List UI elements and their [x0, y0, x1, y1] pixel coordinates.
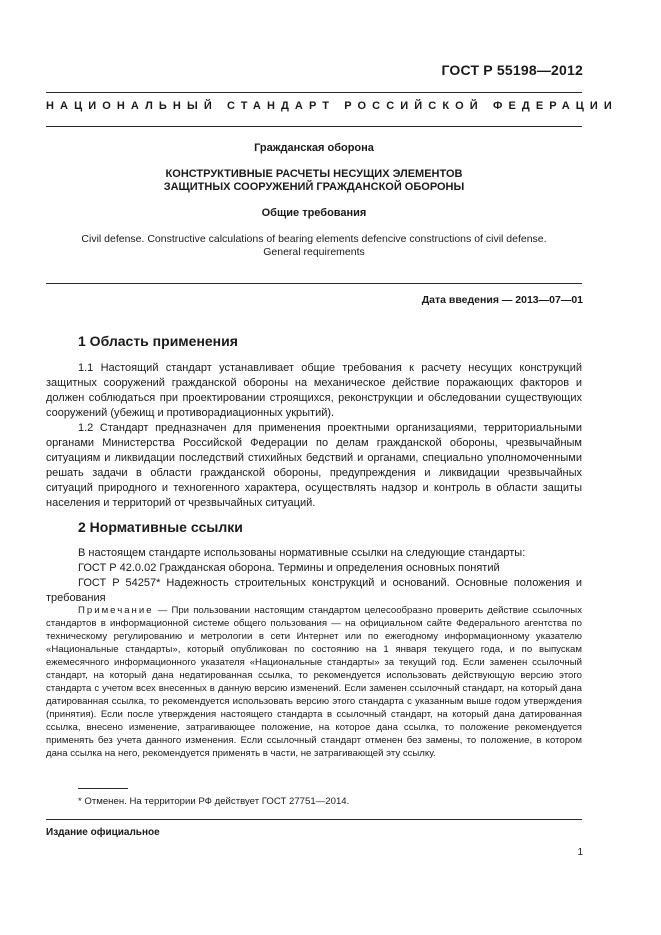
official-edition-label: Издание официальное — [46, 827, 160, 838]
note-body: — При пользовании настоящим стандартом целесообразно проверить действие ссылочных стандартов в информационной системе общего пользования — на официальном сайте Федерального агентства по техническому регулированию и метрологии в сети Интернет или по ежегодному информационному указателю «Национальные стандарты», который опубликован по состоянию на 1 января текущего года, и по выпускам ежемесячного информационного указателя «Национальные стандарты» за текущий год. Если заменен ссылочный стандарт, на который дана недатированная ссылка, то рекомендуется использовать действующую версию этого стандарта с учетом всех внесенных в данную версию изменений. Если заменен ссылочный стандарт, на который дана датированная ссылка, то рекомендуется использовать версию этого стандарта с указанным выше годом утверждения (принятия). Если после утверждения настоящего стандарта в ссылочный стандарт, на который дана датированная ссылка, внесено изменение, затрагивающее положение, на которое дана ссылка, то положение рекомендуется применять без учета данного изменения. Если ссылочный стандарт отменен без замены, то положение, в котором дана ссылка на него, рекомендуется применять в части, не затрагивающей эту ссылку. — [46, 605, 582, 759]
top-rule — [46, 92, 582, 93]
title-line-2: ЗАЩИТНЫХ СООРУЖЕНИЙ ГРАЖДАНСКОЙ ОБОРОНЫ — [163, 181, 465, 193]
section-1-paragraph-2: 1.2 Стандарт предназначен для применения проектными организациями, территориальными органами Министерства Российской Федерации по делам гражданской обороны, чрезвычайным ситуациям и ликвидации последствий стихийных бедствий и органами, специально уполномоченными решать задачи в области гражданской обороны, предупреждения и ликвидации чрезвычайных ситуаций природного и техногенного характера, осуществлять надзор и контроль в области защиты населения и территорий от чрезвычайных ситуаций. — [46, 422, 582, 509]
page-number: 1 — [577, 847, 583, 858]
footnote: * Отменен. На территории РФ действует ГОСТ 27751—2014. — [78, 796, 350, 807]
section-1-paragraph-1: 1.1 Настоящий стандарт устанавливает общие требования к расчету несущих конструкций защитных сооружений гражданской обороны на механическое действие поражающих факторов и должен соблюдаться при проектировании строящихся, реконструкции и обследовании существующих сооружений (убежищ и противорадиационных укрытий). — [46, 362, 582, 419]
section-2-heading: 2 Нормативные ссылки — [78, 519, 243, 535]
standard-category: Гражданская оборона — [254, 142, 374, 154]
national-standard-banner: НАЦИОНАЛЬНЫЙ СТАНДАРТ РОССИЙСКОЙ ФЕДЕРАЦИИ — [46, 100, 618, 112]
standard-title — [46, 168, 582, 194]
section-1-heading: 1 Область применения — [78, 333, 238, 349]
english-title — [46, 233, 582, 259]
section-2-note — [46, 604, 582, 760]
standard-number: ГОСТ Р 55198—2012 — [441, 62, 583, 78]
reference-2: ГОСТ Р 54257* Надежность строительных конструкций и оснований. Основные положения и требования — [46, 577, 582, 604]
footnote-rule — [78, 788, 128, 789]
english-title-line-1: Civil defense. Constructive calculations of bearing elements defencive constructions of civil defense. — [81, 233, 547, 245]
english-title-line-2: General requirements — [263, 246, 365, 258]
section-2-intro: В настоящем стандарте использованы нормативные ссылки на следующие стандарты: — [78, 547, 526, 559]
title-block-rule — [46, 283, 582, 284]
title-line-1: КОНСТРУКТИВНЫЕ РАСЧЕТЫ НЕСУЩИХ ЭЛЕМЕНТОВ — [165, 168, 463, 180]
standard-subtitle: Общие требования — [261, 207, 367, 219]
note-lead: Примечание — [78, 605, 154, 616]
banner-rule — [46, 126, 582, 127]
introduction-date: Дата введения — 2013—07—01 — [421, 294, 583, 306]
footer-rule — [46, 819, 582, 820]
reference-1: ГОСТ Р 42.0.02 Гражданская оборона. Термины и определения основных понятий — [78, 562, 500, 574]
